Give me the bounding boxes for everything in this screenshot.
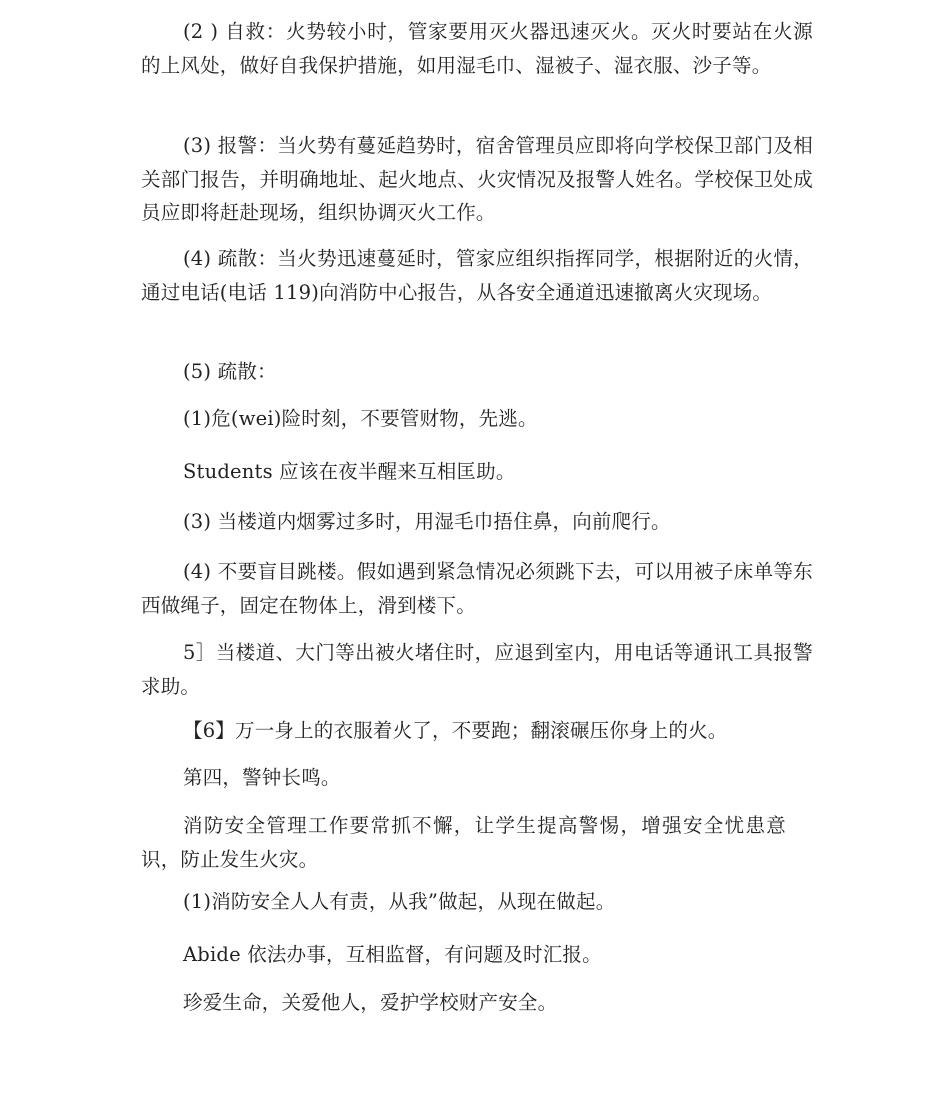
list-item-smoke: (3) 当楼道内烟雾过多时，用湿毛巾捂住鼻，向前爬行。 bbox=[183, 510, 671, 533]
section-heading-fourth: 第四，警钟长鸣。 bbox=[183, 766, 341, 789]
paragraph-evacuation: (4) 疏散：当火势迅速蔓延时，管家应组织指挥同学，根据附近的火情，通过电话(电话 119)向消防中心报告，从各安全通道迅速撤离火灾现场。 bbox=[141, 247, 813, 304]
paragraph-evacuation-heading: (5) 疏散： bbox=[183, 360, 277, 383]
list-item-abide-law: Abide 依法办事，互相监督，有问题及时汇报。 bbox=[183, 943, 602, 966]
list-item-responsibility: (1)消防安全人人有责，从我”做起，从现在做起。 bbox=[183, 890, 616, 913]
paragraph-alarm: (3) 报警：当火势有蔓延趋势时，宿舍管理员应即将向学校保卫部门及相关部门报告，并明确地址、起火地点、火灾情况及报警人姓名。学校保卫处成员应即将赶赴现场，组织协调灭火工作。 bbox=[141, 134, 813, 224]
list-item-cherish-life: 珍爱生命，关爱他人，爱护学校财产安全。 bbox=[183, 991, 558, 1014]
list-item-blocked-exit: 5］当楼道、大门等出被火堵住时，应退到室内，用电话等通讯工具报警求助。 bbox=[141, 641, 813, 698]
list-item-clothes-fire: 【6】万一身上的衣服着火了，不要跑；翻滚碾压你身上的火。 bbox=[183, 719, 728, 742]
list-item-students: Students 应该在夜半醒来互相匡助。 bbox=[183, 460, 516, 483]
list-item-no-jumping: (4) 不要盲目跳楼。假如遇到紧急情况必须跳下去，可以用被子床单等东西做绳子，固定在物体上，滑到楼下。 bbox=[141, 560, 813, 617]
list-item-danger: (1)危(wei)险时刻，不要管财物，先逃。 bbox=[183, 407, 538, 430]
paragraph-self-rescue: (2 ) 自救：火势较小时，管家要用灭火器迅速灭火。灭火时要站在火源的上风处，做好自我保护措施，如用湿毛巾、湿被子、湿衣服、沙子等。 bbox=[141, 20, 813, 77]
paragraph-management: 消防安全管理工作要常抓不懈，让学生提高警惕，增强安全忧患意识，防止发生火灾。 bbox=[141, 814, 786, 871]
